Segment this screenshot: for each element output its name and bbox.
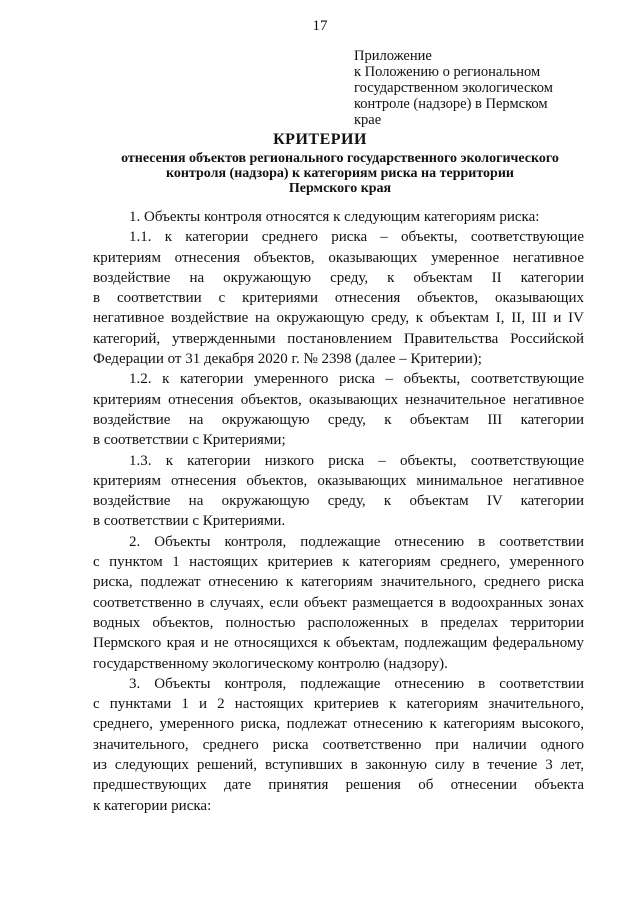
paragraph-line: с пунктами 1 и 2 настоящих критериев к категориям значительного, <box>93 696 584 713</box>
paragraph-line: водных объектов, полностью расположенных в пределах территории <box>93 614 584 631</box>
appendix-line: Приложение <box>354 48 432 64</box>
paragraph-line: воздействие на окружающую среду, к объектам IV категории <box>93 493 584 510</box>
paragraph <box>93 369 584 450</box>
paragraph <box>93 674 584 816</box>
subtitle-line: Пермского края <box>288 181 392 196</box>
subtitle-line: контроля (надзора) к категориям риска на территории <box>166 166 514 181</box>
paragraph-line: из следующих решений, вступивших в законную силу в течение 3 лет, <box>93 757 584 774</box>
paragraph-line: в соответствии с Критериями; <box>93 432 286 449</box>
paragraph-line: 1.1. к категории среднего риска – объекты, соответствующие <box>129 229 584 246</box>
paragraph-line: с пунктом 1 настоящих критериев к категориям среднего, умеренного <box>93 554 584 571</box>
paragraph-line: Федерации от 31 декабря 2020 г. № 2398 (далее – Критерии); <box>93 351 482 368</box>
paragraph-line: 3. Объекты контроля, подлежащие отнесению в соответствии <box>129 675 584 692</box>
document-subtitle <box>90 151 590 196</box>
document-body <box>93 207 584 816</box>
paragraph <box>93 227 584 369</box>
paragraph-line: категорий, утвержденными постановлением Правительства Российской <box>93 330 584 347</box>
paragraph-line: воздействие на окружающую среду, к объектам III категории <box>93 411 584 428</box>
paragraph-line: 2. Объекты контроля, подлежащие отнесению в соответствии <box>129 533 584 550</box>
paragraph-line: Пермского края и не относящихся к объектам, подлежащим федеральному <box>93 635 584 652</box>
paragraph-line: 1. Объекты контроля относятся к следующим категориям риска: <box>129 209 540 225</box>
paragraph-line: в соответствии с критериями отнесения объектов, оказывающих <box>93 290 584 307</box>
appendix-header <box>354 48 594 128</box>
paragraph-line: государственному экологическому контролю (надзору). <box>93 655 448 672</box>
paragraph-line: соответственно в случаях, если объект размещается в водоохранных зонах <box>93 594 584 611</box>
document-title: КРИТЕРИИ <box>273 131 367 148</box>
page-number: 17 <box>312 18 328 34</box>
paragraph-line: негативное воздействие на окружающую среду, к объектам I, II, III и IV <box>93 310 584 327</box>
paragraph-line: 1.2. к категории умеренного риска – объекты, соответствующие <box>129 371 584 388</box>
appendix-line: контроле (надзоре) в Пермском <box>354 96 548 112</box>
paragraph-line: в соответствии с Критериями. <box>93 513 286 530</box>
paragraph-line: риска, подлежат отнесению к категориям значительного, среднего риска <box>93 574 584 591</box>
appendix-line: государственном экологическом <box>354 80 553 96</box>
paragraph-line: значительного, среднего риска соответственно при наличии одного <box>93 736 584 753</box>
paragraph-line: среднего, умеренного риска, подлежат отнесению к категориям высокого, <box>93 716 584 733</box>
paragraph-line: критериям отнесения объектов, оказывающих умеренное негативное <box>93 249 584 266</box>
paragraph <box>93 451 584 532</box>
appendix-line: крае <box>354 112 382 128</box>
paragraph-line: предшествующих дате принятия решения об отнесении объекта <box>93 777 584 794</box>
paragraph-line: критериям отнесения объектов, оказывающих минимальное негативное <box>93 472 584 489</box>
paragraph-line: 1.3. к категории низкого риска – объекты, соответствующие <box>129 452 584 469</box>
paragraph-line: к категории риска: <box>93 797 212 814</box>
appendix-line: к Положению о региональном <box>354 64 541 80</box>
paragraph <box>93 532 584 674</box>
subtitle-line: отнесения объектов регионального государственного экологического <box>121 151 559 166</box>
paragraph-line: критериям отнесения объектов, оказывающих незначительное негативное <box>93 391 584 408</box>
paragraph-line: воздействие на окружающую среду, к объектам II категории <box>93 269 584 286</box>
paragraph <box>93 207 584 227</box>
